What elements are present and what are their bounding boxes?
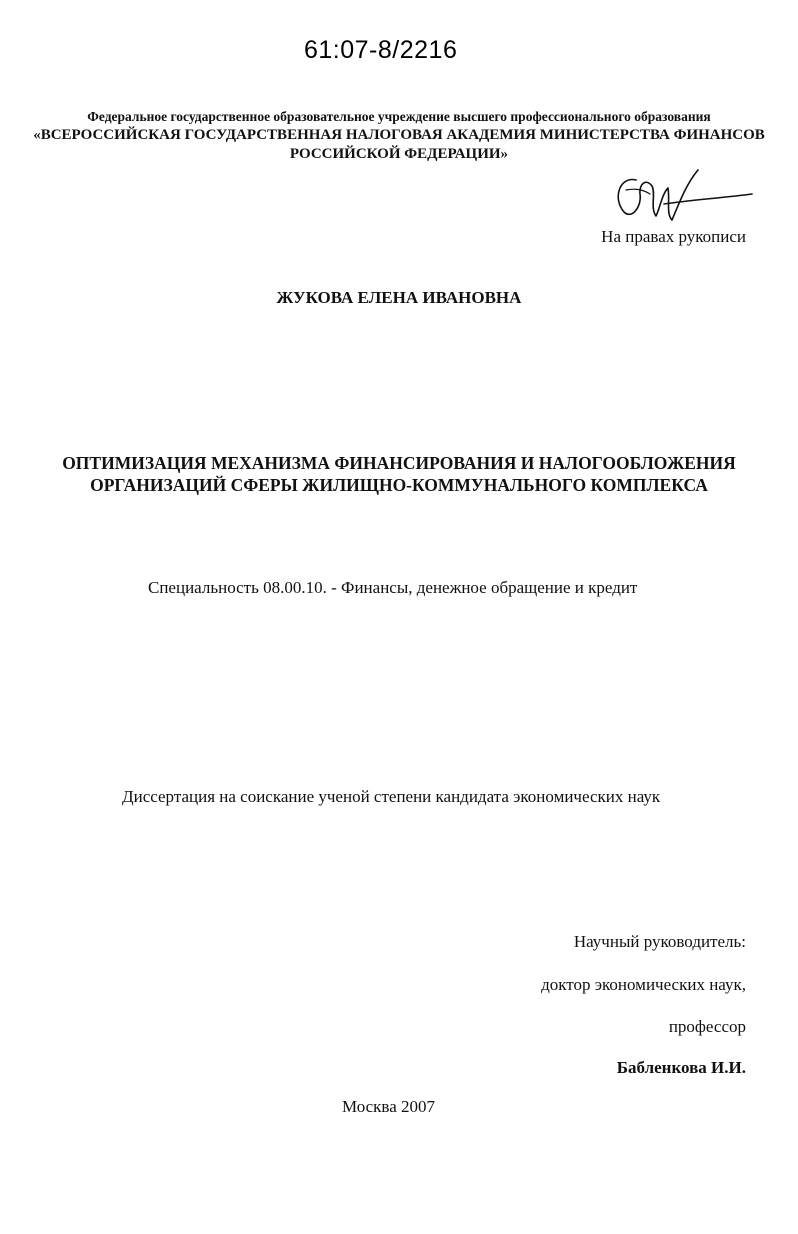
specialty: Специальность 08.00.10. - Финансы, денежное обращение и кредит xyxy=(148,578,638,597)
supervisor-label: Научный руководитель: xyxy=(573,932,746,951)
supervisor-name: Бабленкова И.И. xyxy=(616,1058,746,1077)
manuscript-note: На правах рукописи xyxy=(601,227,746,246)
author-name: ЖУКОВА ЕЛЕНА ИВАНОВНА xyxy=(276,288,522,307)
city-year: Москва 2007 xyxy=(342,1097,436,1116)
institution-line-1: Федеральное государственное образовательное учреждение высшего профессионального образования xyxy=(87,109,711,124)
institution-line-2: «ВСЕРОССИЙСКАЯ ГОСУДАРСТВЕННАЯ НАЛОГОВАЯ АКАДЕМИЯ МИНИСТЕРСТВА ФИНАНСОВ xyxy=(33,127,765,143)
degree-statement: Диссертация на соискание ученой степени кандидата экономических наук xyxy=(122,787,661,806)
supervisor-rank: профессор xyxy=(668,1017,746,1036)
catalog-number: 61:07-8/2216 xyxy=(304,36,458,64)
institution-line-3: РОССИЙСКОЙ ФЕДЕРАЦИИ» xyxy=(289,146,509,162)
supervisor-degree: доктор экономических наук, xyxy=(541,975,746,994)
thesis-title-line-1: ОПТИМИЗАЦИЯ МЕХАНИЗМА ФИНАНСИРОВАНИЯ И НАЛОГООБЛОЖЕНИЯ xyxy=(62,453,736,473)
thesis-title-line-2: ОРГАНИЗАЦИЙ СФЕРЫ ЖИЛИЩНО-КОММУНАЛЬНОГО КОМПЛЕКСА xyxy=(90,475,708,495)
